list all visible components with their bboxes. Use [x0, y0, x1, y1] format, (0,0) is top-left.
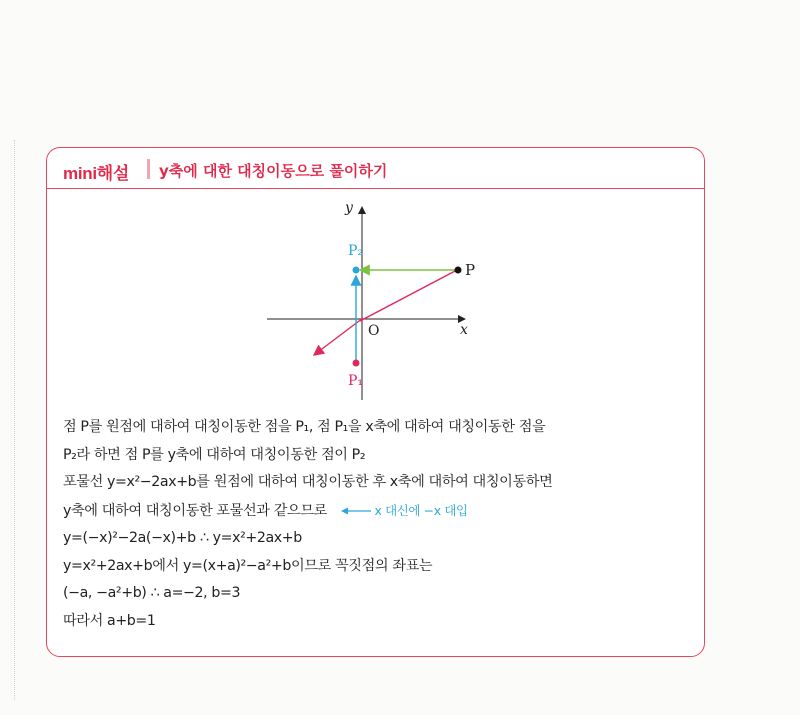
solution-line-3: 포물선 y=x²−2ax+b를 원점에 대하여 대칭이동한 후 x축에 대하여 대칭이동하면	[63, 474, 553, 490]
solution-line-1: 점 P를 원점에 대하여 대칭이동한 점을 P₁, 점 P₁을 x축에 대하여 대칭이동한 점을	[63, 419, 546, 435]
solution-line-5: y=(−x)²−2a(−x)+b ∴ y=x²+2ax+b	[63, 530, 302, 546]
point-p2	[353, 267, 360, 274]
substitution-note	[341, 503, 468, 518]
note-text: x 대신에 −x 대입	[374, 502, 468, 518]
page-margin-line	[14, 140, 15, 700]
solution-line-4-row	[63, 497, 692, 526]
mini-solution-box	[46, 147, 705, 657]
point-p2-label: P₂	[348, 243, 364, 259]
point-p-label: P	[465, 261, 476, 279]
symmetry-graph	[257, 200, 497, 400]
left-arrow-icon	[341, 506, 371, 516]
arrow-p-to-p1	[360, 270, 457, 321]
header-separator	[147, 159, 150, 179]
solution-line-8: 따라서 a+b=1	[63, 612, 156, 629]
box-header	[47, 148, 704, 189]
point-p	[455, 267, 462, 274]
solution-line-2: P₂라 하면 점 P를 y축에 대하여 대칭이동한 점이 P₂	[63, 446, 366, 463]
solution-line-4: y축에 대하여 대칭이동한 포물선과 같으므로	[63, 502, 327, 519]
y-axis-label: y	[345, 200, 353, 216]
solution-line-7: (−a, −a²+b) ∴ a=−2, b=3	[63, 585, 241, 601]
origin-label: O	[368, 323, 380, 339]
solution-text	[63, 414, 692, 635]
x-axis-label: x	[460, 322, 468, 338]
mini-label: mini해설	[63, 164, 129, 183]
solution-line-6: y=x²+2ax+b에서 y=(x+a)²−a²+b이므로 꼭짓점의 좌표는	[63, 557, 433, 574]
header-title: y축에 대한 대칭이동으로 풀이하기	[159, 162, 388, 180]
point-p1-label: P₁	[348, 373, 364, 389]
point-p1	[353, 360, 360, 367]
